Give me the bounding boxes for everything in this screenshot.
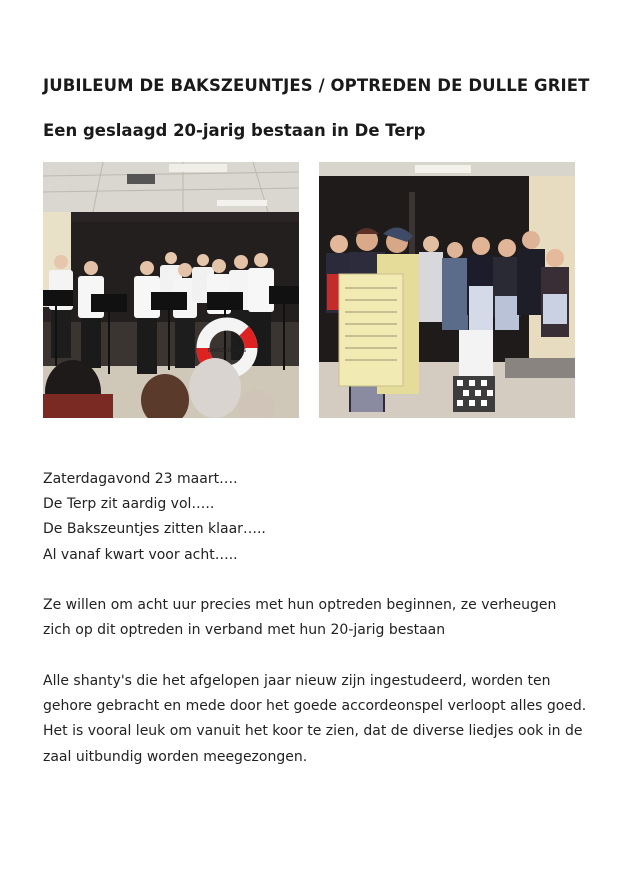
intro-line: De Terp zit aardig vol…..: [43, 496, 215, 513]
paragraph-3-text: Alle shanty's die het afgelopen jaar nieuw zijn ingestudeerd, worden ten gehore gebracht en mede door het goede accordeonspel verloopt alles goed. Het is vooral leuk om vanuit het koor te zien, dat de diverse liedjes ook in de zaal uitbundig worden meegezongen.: [43, 673, 587, 765]
intro-line: De Bakszeuntjes zitten klaar…..: [43, 521, 266, 538]
page-title: JUBILEUM DE BAKSZEUNTJES / OPTREDEN DE DULLE GRIET: [43, 76, 590, 95]
page-subtitle: Een geslaagd 20-jarig bestaan in De Terp: [43, 121, 426, 140]
dulle-griet-photo: [319, 162, 575, 418]
paragraph-2: [43, 593, 588, 643]
paragraph-3: [43, 669, 588, 770]
lifebuoy-text: BAKSZEUNTJES: [207, 348, 247, 354]
choir-photo: [43, 162, 299, 418]
paragraph-2-text: Ze willen om acht uur precies met hun optreden beginnen, ze verheugen zich op dit optreden in verband met hun 20-jarig bestaan: [43, 597, 557, 639]
intro-line: Al vanaf kwart voor acht…..: [43, 546, 238, 563]
intro-lines: [43, 467, 266, 568]
intro-line: Zaterdagavond 23 maart….: [43, 471, 238, 487]
